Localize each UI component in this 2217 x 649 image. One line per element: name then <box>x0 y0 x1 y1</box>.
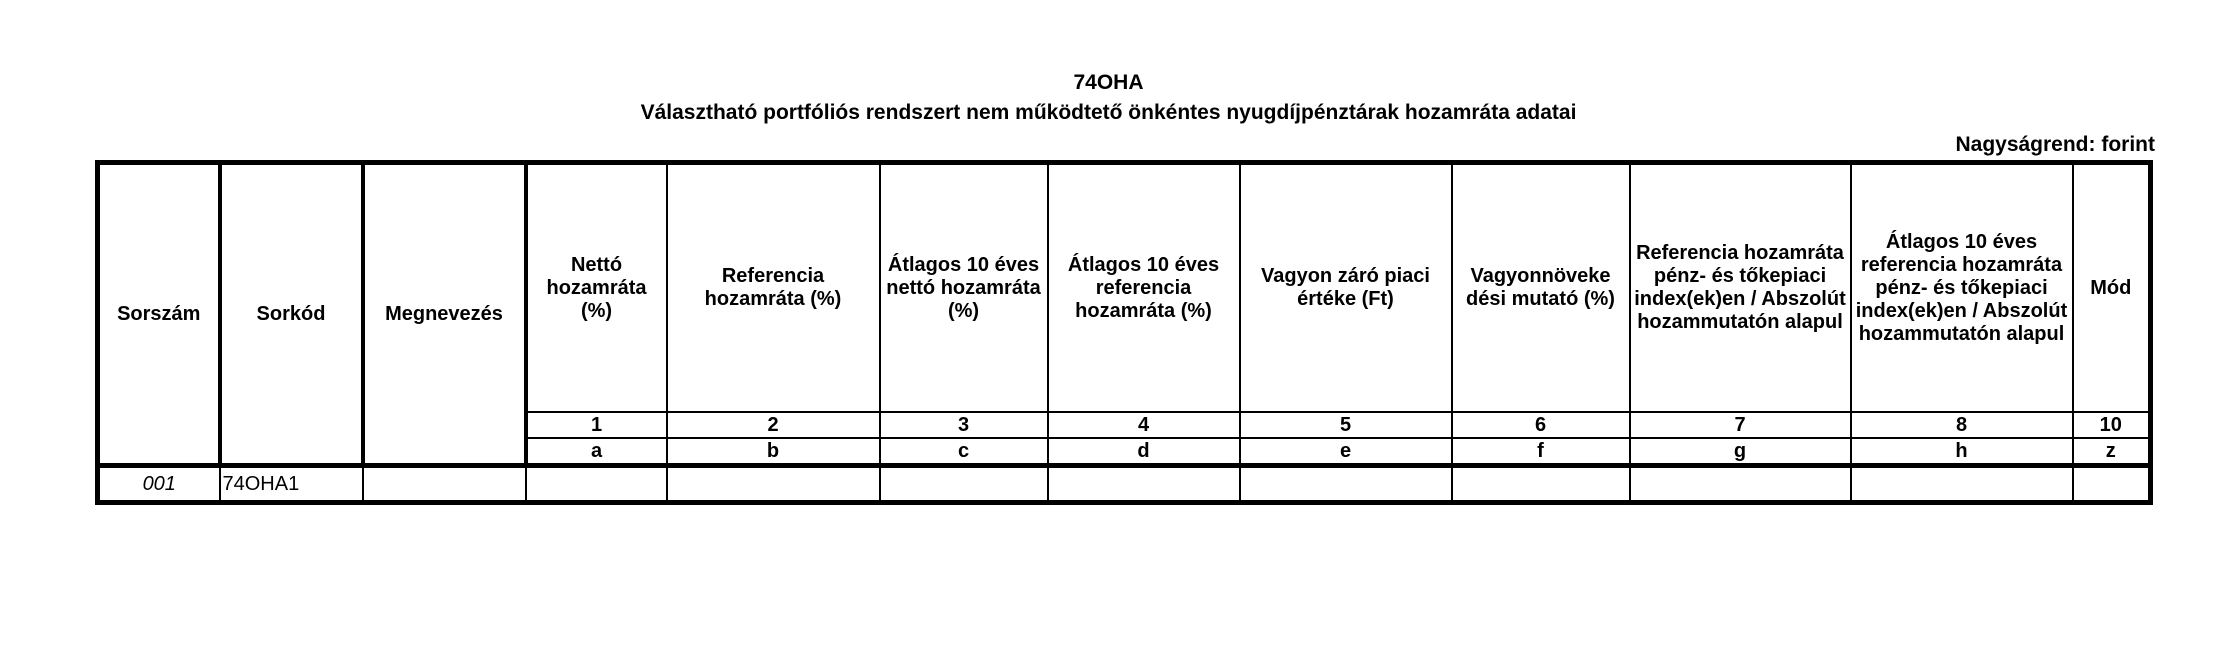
col-number: 10 <box>2073 412 2151 438</box>
form-code: 74OHA <box>1073 71 1144 94</box>
col-number: 8 <box>1851 412 2073 438</box>
row-code: 74OHA1 <box>220 466 363 503</box>
col-letter: d <box>1048 438 1240 466</box>
row-cell-1[interactable] <box>526 466 667 503</box>
col-number: 6 <box>1452 412 1630 438</box>
row-cell-8[interactable] <box>1851 466 2073 503</box>
col-letter: h <box>1851 438 2073 466</box>
col-number: 4 <box>1048 412 1240 438</box>
col-header-sorkod: Sorkód <box>220 163 363 466</box>
col-number: 5 <box>1240 412 1452 438</box>
col-letter: a <box>526 438 667 466</box>
header-row <box>98 163 2151 413</box>
row-cell-mod[interactable] <box>2073 466 2151 503</box>
col-letter: e <box>1240 438 1452 466</box>
col-header-5: Vagyon záró piaci értéke (Ft) <box>1240 163 1452 413</box>
col-letter: z <box>2073 438 2151 466</box>
table-row <box>98 466 2151 503</box>
col-letter: f <box>1452 438 1630 466</box>
row-cell-7[interactable] <box>1630 466 1851 503</box>
returns-table <box>95 160 2153 505</box>
col-header-2: Referencia hozamráta (%) <box>667 163 880 413</box>
row-cell-5[interactable] <box>1240 466 1452 503</box>
col-header-1: Nettó hozamráta (%) <box>526 163 667 413</box>
col-number: 7 <box>1630 412 1851 438</box>
col-letter: b <box>667 438 880 466</box>
col-letter: c <box>880 438 1048 466</box>
col-header-7: Referencia hozamráta pénz- és tőkepiaci index(ek)en / Abszolút hozammutatón alapul <box>1630 163 1851 413</box>
form-title: Választható portfóliós rendszert nem működtető önkéntes nyugdíjpénztárak hozamráta adatai <box>640 101 1577 124</box>
col-letter: g <box>1630 438 1851 466</box>
col-header-4: Átlagos 10 éves referencia hozamráta (%) <box>1048 163 1240 413</box>
col-header-3: Átlagos 10 éves nettó hozamráta (%) <box>880 163 1048 413</box>
unit-label: Nagyságrend: forint <box>1955 133 2155 156</box>
row-name-cell[interactable] <box>363 466 526 503</box>
col-number: 3 <box>880 412 1048 438</box>
row-cell-2[interactable] <box>667 466 880 503</box>
col-header-6: Vagyonnöveke dési mutató (%) <box>1452 163 1630 413</box>
row-cell-3[interactable] <box>880 466 1048 503</box>
col-header-8: Átlagos 10 éves referencia hozamráta pénz- és tőkepiaci index(ek)en / Abszolút hozammutatón alapul <box>1851 163 2073 413</box>
col-number: 2 <box>667 412 880 438</box>
row-serial: 001 <box>98 466 220 503</box>
col-number: 1 <box>526 412 667 438</box>
row-cell-6[interactable] <box>1452 466 1630 503</box>
col-header-mod: Mód <box>2073 163 2151 413</box>
row-cell-4[interactable] <box>1048 466 1240 503</box>
col-header-megnevezes: Megnevezés <box>363 163 526 466</box>
col-header-sorszam: Sorszám <box>98 163 220 466</box>
